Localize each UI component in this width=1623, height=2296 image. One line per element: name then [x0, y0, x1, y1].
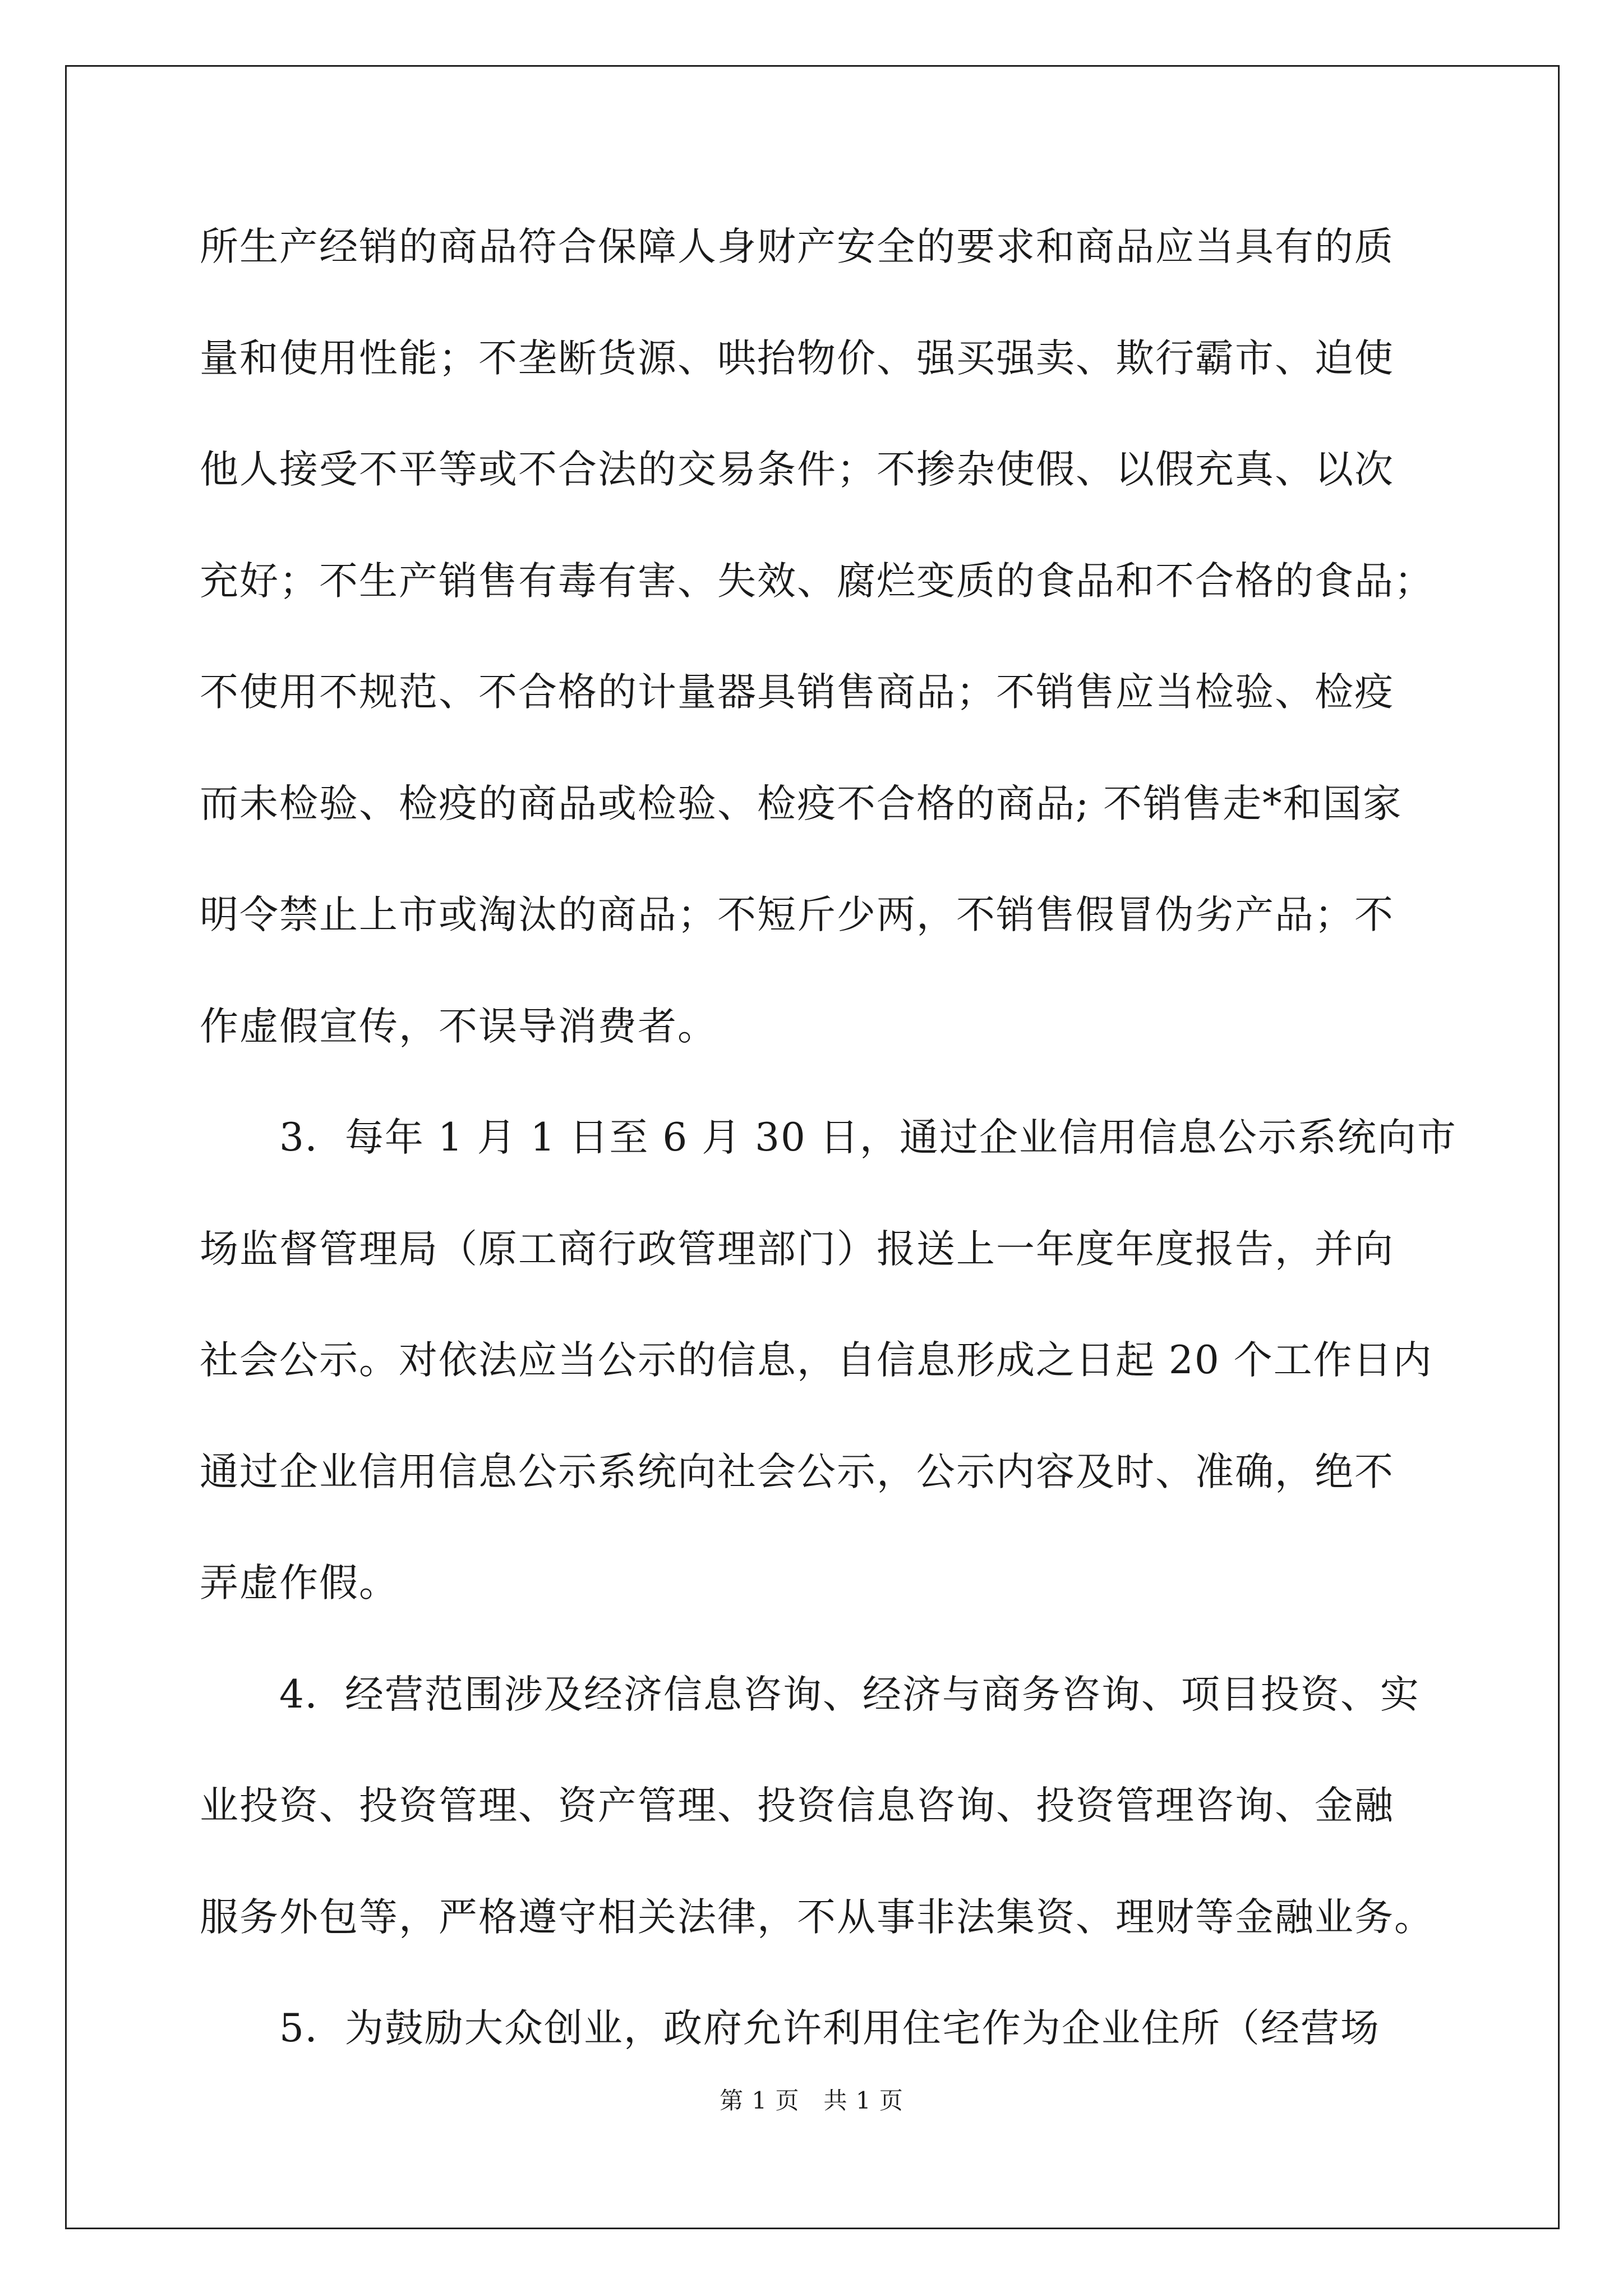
text-line: 不使用不规范、不合格的计量器具销售商品；不销售应当检验、检疫: [200, 670, 1394, 715]
text-line: 他人接受不平等或不合法的交易条件；不掺杂使假、以假充真、以次: [200, 447, 1394, 492]
page-number: 第 1 页 共 1 页: [720, 2087, 903, 2114]
text-line: 社会公示。对依法应当公示的信息，自信息形成之日起 20 个工作日内: [200, 1338, 1433, 1383]
text-line: 通过企业信用信息公示系统向社会公示，公示内容及时、准确，绝不: [200, 1450, 1394, 1494]
text-line: 而未检验、检疫的商品或检验、检疫不合格的商品; 不销售走*和国家: [200, 781, 1403, 826]
paragraph-5-first-line: 5．为鼓励大众创业，政府允许利用住宅作为企业住所（经营场: [279, 2006, 1380, 2051]
text-line: 作虚假宣传，不误导消费者。: [200, 1004, 717, 1049]
text-line: 量和使用性能；不垄断货源、哄抬物价、强买强卖、欺行霸市、迫使: [200, 336, 1394, 381]
text-line: 业投资、投资管理、资产管理、投资信息咨询、投资管理咨询、金融: [200, 1783, 1394, 1828]
text-line: 场监督管理局（原工商行政管理部门）报送上一年度年度报告，并向: [200, 1227, 1394, 1272]
paragraph-4-first-line: 4．经营范围涉及经济信息咨询、经济与商务咨询、项目投资、实: [279, 1672, 1420, 1717]
paragraph-3-first-line: 3．每年 1 月 1 日至 6 月 30 日，通过企业信用信息公示系统向市: [279, 1115, 1457, 1160]
text-line: 服务外包等，严格遵守相关法律，不从事非法集资、理财等金融业务。: [200, 1895, 1434, 1940]
text-line: 明令禁止上市或淘汰的商品；不短斤少两，不销售假冒伪劣产品；不: [200, 892, 1394, 937]
text-line: 所生产经销的商品符合保障人身财产安全的要求和商品应当具有的质: [200, 224, 1394, 269]
text-line: 弄虚作假。: [200, 1561, 399, 1605]
text-line: 充好；不生产销售有毒有害、失效、腐烂变质的食品和不合格的食品；: [200, 559, 1434, 604]
